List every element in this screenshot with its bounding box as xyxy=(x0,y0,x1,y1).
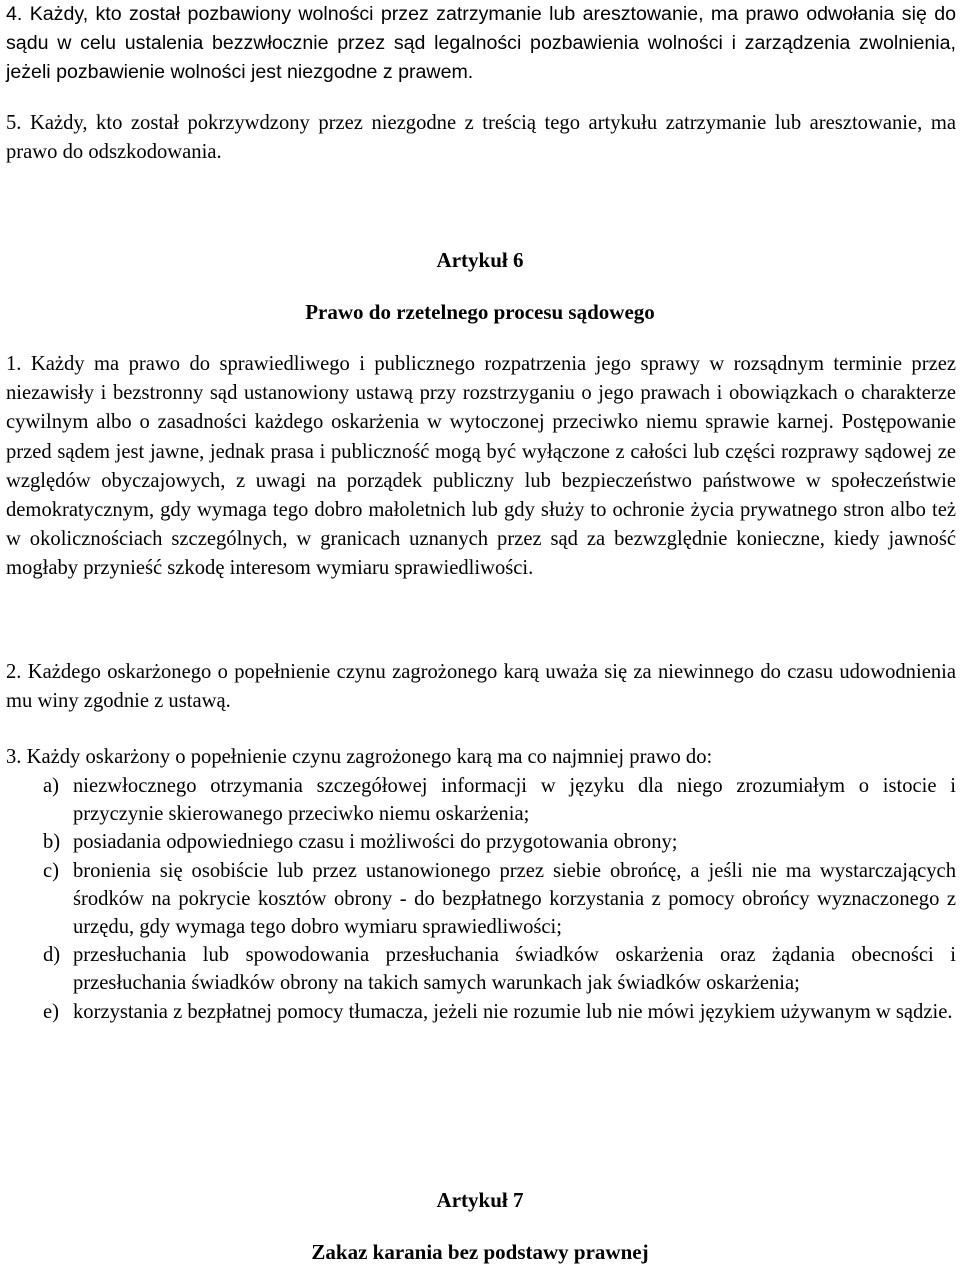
list-item-text: posiadania odpowiedniego czasu i możliwości do przygotowania obrony; xyxy=(73,831,678,854)
list-item xyxy=(6,828,956,856)
list-item xyxy=(6,941,956,997)
list-item xyxy=(6,998,956,1026)
article-7-number: Artykuł 7 xyxy=(436,1188,524,1212)
list-marker: d) xyxy=(43,944,61,967)
list-marker: c) xyxy=(43,859,59,882)
list-item xyxy=(6,772,956,828)
article-6-paragraph-2: 2. Każdego oskarżonego o popełnienie czynu zagrożonego karą uważa się za niewinnego do czasu udowodnienia mu winy zgodnie z ustawą. xyxy=(6,661,956,713)
list-marker: a) xyxy=(43,775,59,797)
paragraph-4: 4. Każdy, kto został pozbawiony wolności przez zatrzymanie lub aresztowanie, ma prawo odwołania się do sądu w celu ustalenia bezzwłocznie przez sąd legalności pozbawienia wolności i zarządzenia zwolnienia, jeżeli pozbawienie wolności jest niezgodne z prawem. xyxy=(6,3,956,84)
article-7-title: Zakaz karania bez podstawy prawnej xyxy=(311,1240,649,1264)
article-6-paragraph-3: 3. Każdy oskarżony o popełnienie czynu zagrożonego karą ma co najmniej prawo do: xyxy=(6,746,713,768)
list-item xyxy=(6,857,956,942)
article-6-title: Prawo do rzetelnego procesu sądowego xyxy=(305,300,655,324)
list-item-text: korzystania z bezpłatnej pomocy tłumacza, jeżeli nie rozumie lub nie mówi językiem używanym w sądzie. xyxy=(73,1000,953,1023)
list-item-text: przesłuchania lub spowodowania przesłuchania świadków oskarżenia oraz żądania obecności i przesłuchania świadków obrony na takich samych warunkach jak świadków oskarżenia; xyxy=(73,944,956,995)
rights-list xyxy=(6,772,956,1026)
article-6-paragraph-1: 1. Każdy ma prawo do sprawiedliwego i publicznego rozpatrzenia jego sprawy w rozsądnym terminie przez niezawisły i bezstronny sąd ustanowiony ustawą przy rozstrzyganiu o jego prawach i obowiązkach o charakterze cywilnym albo o zasadności każdego oskarżenia w wytoczonej przeciwko niemu sprawie karnej. Postępowanie przed sądem jest jawne, jednak prasa i publiczność mogą być wyłączone z całości lub części rozprawy sądowej ze względów obyczajowych, z uwagi na porządek publiczny lub bezpieczeństwo państwowe w społeczeństwie demokratycznym, gdy wymaga tego dobro małoletnich lub gdy służy to ochronie życia prywatnego stron albo też w okolicznościach szczególnych, w granicach uznanych przez sąd za bezwzględnie konieczne, kiedy jawność mogłaby przynieść szkodę interesom wymiaru sprawiedliwości. xyxy=(6,353,956,580)
list-item-text: bronienia się osobiście lub przez ustanowionego przez siebie obrońcę, a jeśli nie ma wystarczających środków na pokrycie kosztów obrony - do bezpłatnego korzystania z pomocy obrońcy wyznaczonego z urzędu, gdy wymaga tego dobro wymiaru sprawiedliwości; xyxy=(73,859,956,939)
article-6-number: Artykuł 6 xyxy=(436,248,524,272)
list-marker: b) xyxy=(43,831,61,854)
list-marker: e) xyxy=(43,1000,59,1023)
list-item-text: niezwłocznego otrzymania szczegółowej informacji w języku dla niego zrozumiałym o istocie i przyczynie skierowanego przeciwko niemu oskarżenia; xyxy=(73,775,956,826)
paragraph-5: 5. Każdy, kto został pokrzywdzony przez niezgodne z treścią tego artykułu zatrzymanie lub aresztowanie, ma prawo do odszkodowania. xyxy=(6,112,956,164)
